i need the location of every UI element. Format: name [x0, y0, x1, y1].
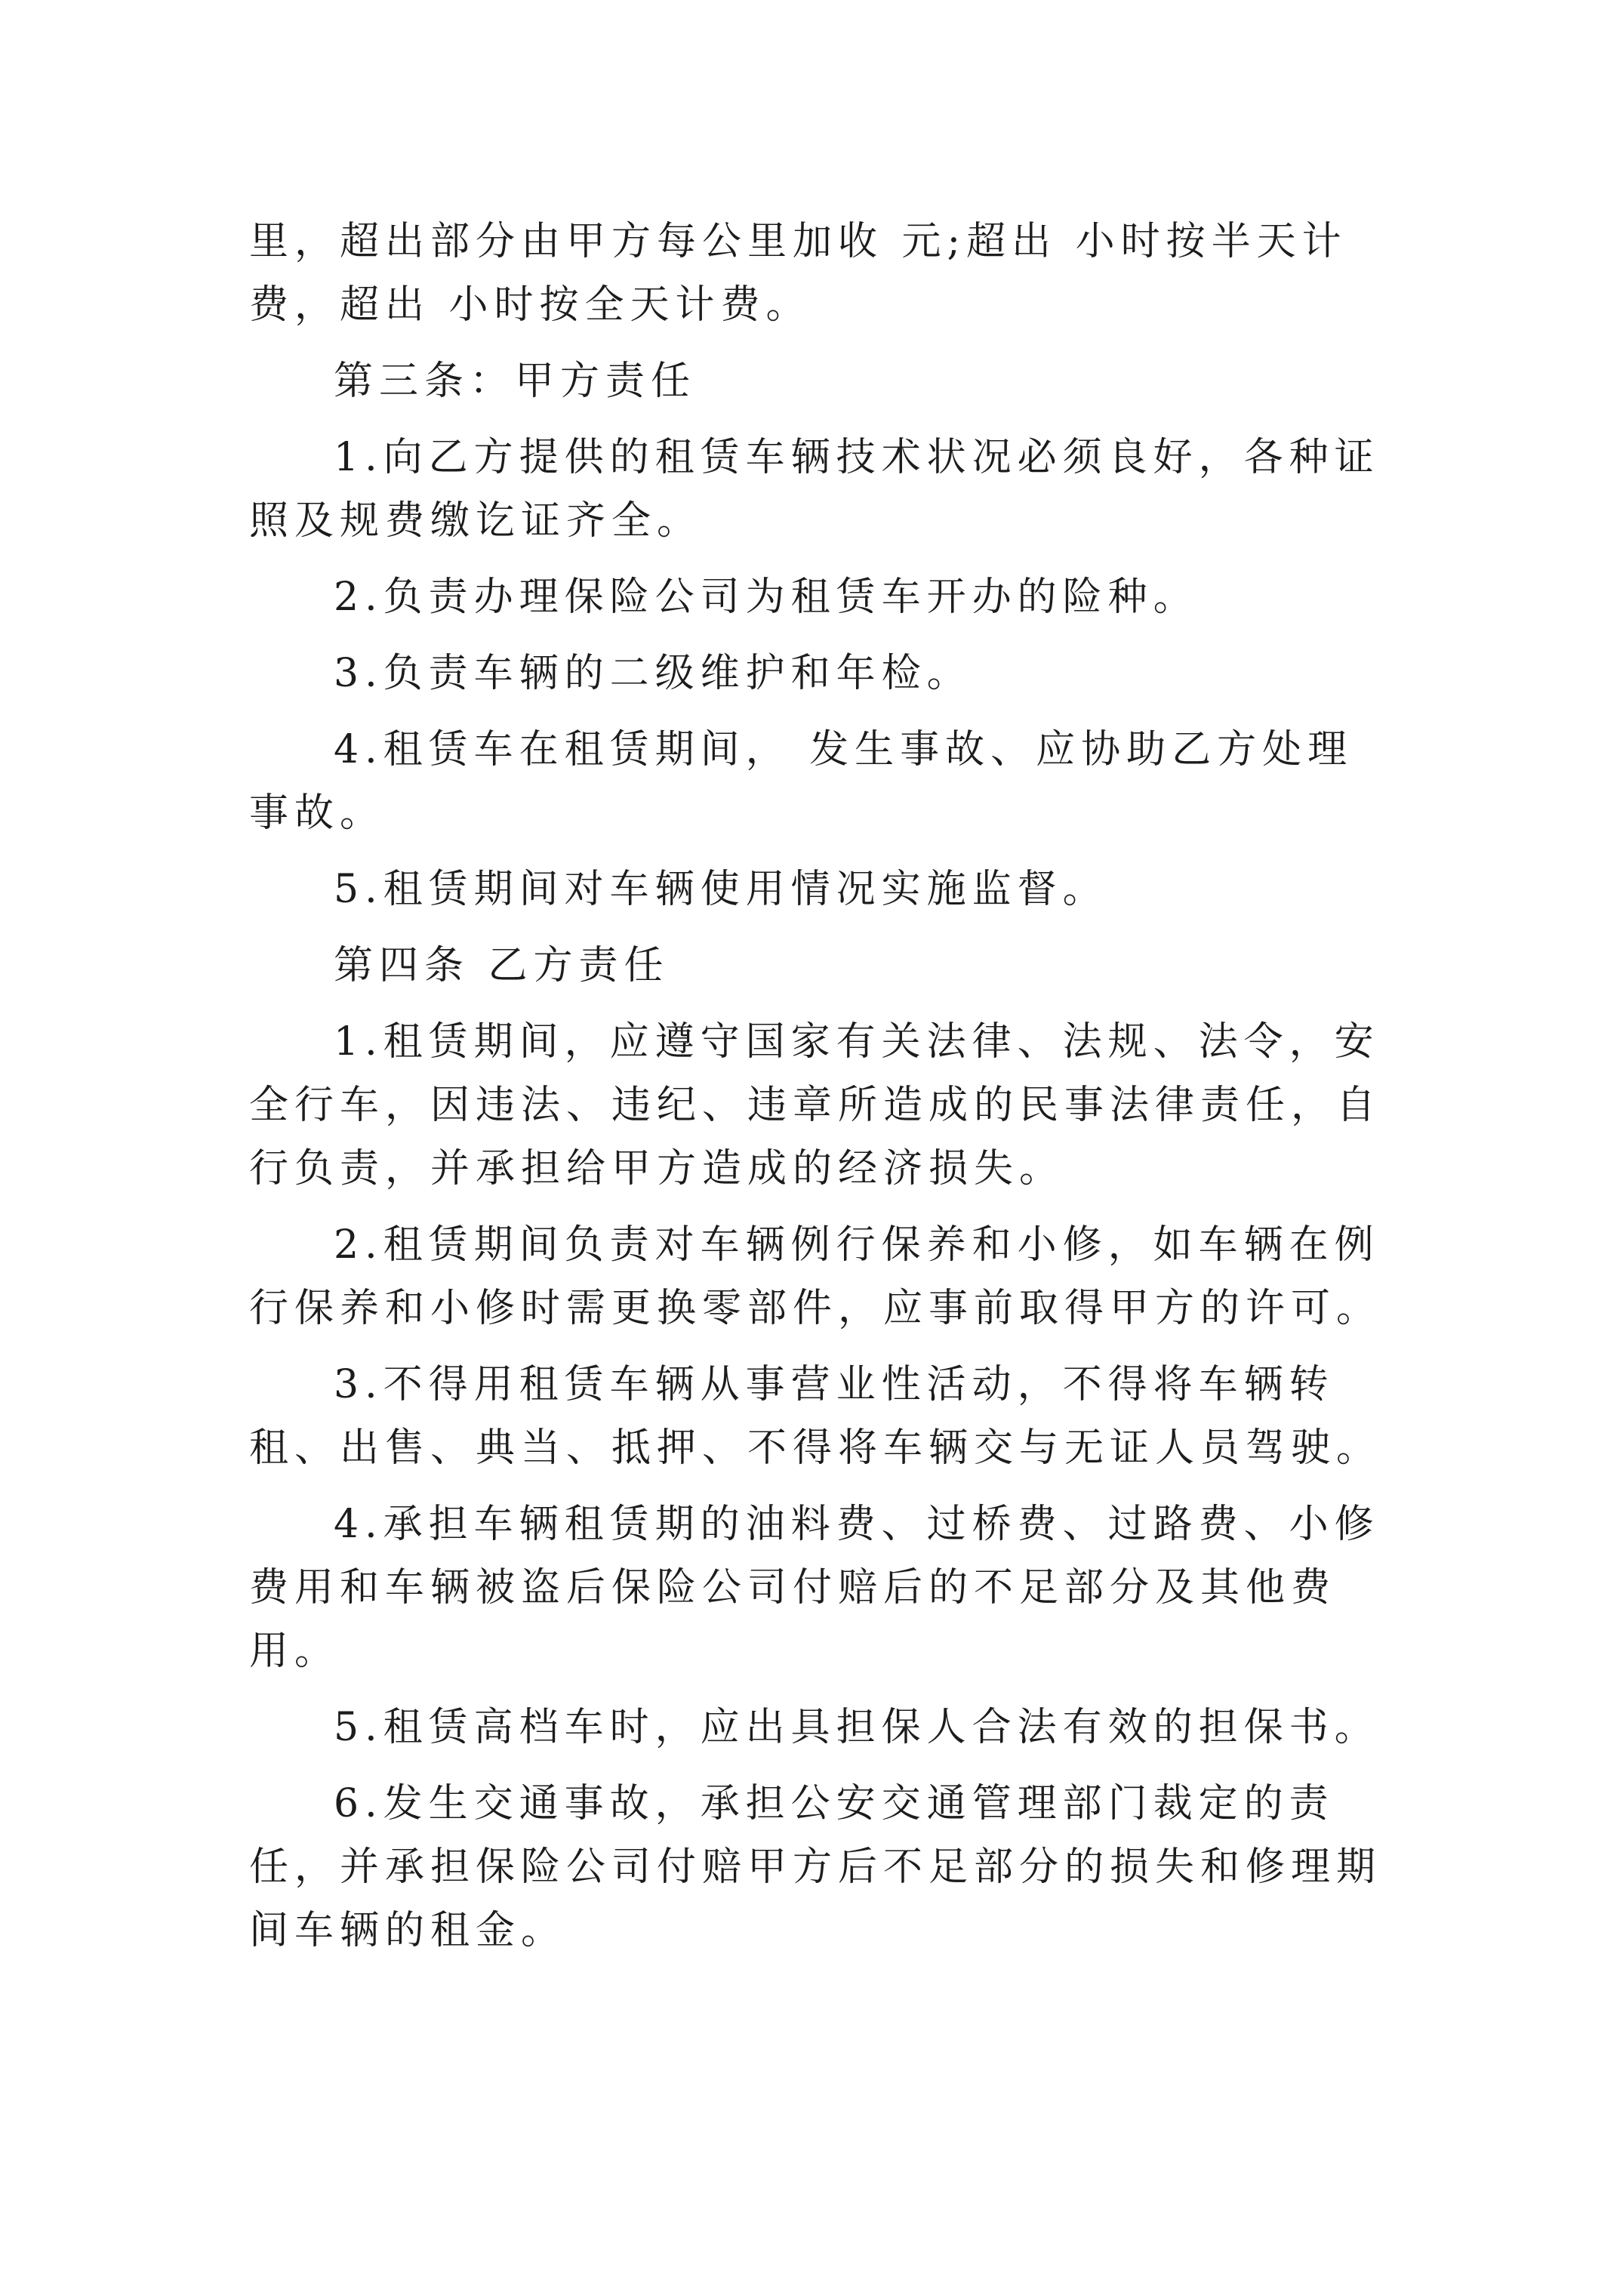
list-item: 1.向乙方提供的租赁车辆技术状况必须良好，各种证照及规费缴讫证齐全。: [249, 435, 1380, 544]
list-item: 5.租赁高档车时，应出具担保人合法有效的担保书。: [334, 1705, 1380, 1750]
list-item: 2.租赁期间负责对车辆例行保养和小修，如车辆在例行保养和小修时需更换零部件，应事前取得甲方的许可。: [249, 1222, 1382, 1331]
list-item: 4.租赁车在租赁期间， 发生事故、应协助乙方处理事故。: [249, 727, 1354, 836]
list-item: 2.负责办理保险公司为租赁车开办的险种。: [334, 575, 1199, 620]
list-item: 3.负责车辆的二级维护和年检。: [334, 651, 972, 696]
list-item: 4.承担车辆租赁期的油料费、过桥费、过路费、小修费用和车辆被盗后保险公司付赔后的不足部分及其他费用。: [249, 1502, 1380, 1674]
section-heading-article-4: 第四条 乙方责任: [334, 943, 670, 988]
list-item: 5.租赁期间对车辆使用情况实施监督。: [334, 867, 1108, 912]
paragraph-continuation: 里，超出部分由甲方每公里加收 元;超出 小时按半天计费，超出 小时按全天计费。: [249, 219, 1347, 328]
list-item: 6.发生交通事故，承担公安交通管理部门裁定的责任，并承担保险公司付赔甲方后不足部分的损失和修理期间车辆的租金。: [249, 1781, 1382, 1953]
document-body: [249, 210, 1389, 1975]
list-item: 3.不得用租赁车辆从事营业性活动，不得将车辆转租、出售、典当、抵押、不得将车辆交与无证人员驾驶。: [249, 1362, 1382, 1471]
section-heading-article-3: 第三条：甲方责任: [334, 359, 697, 404]
list-item: 1.租赁期间，应遵守国家有关法律、法规、法令，安全行车，因违法、违纪、违章所造成的民事法律责任，自行负责，并承担给甲方造成的经济损失。: [249, 1019, 1382, 1191]
